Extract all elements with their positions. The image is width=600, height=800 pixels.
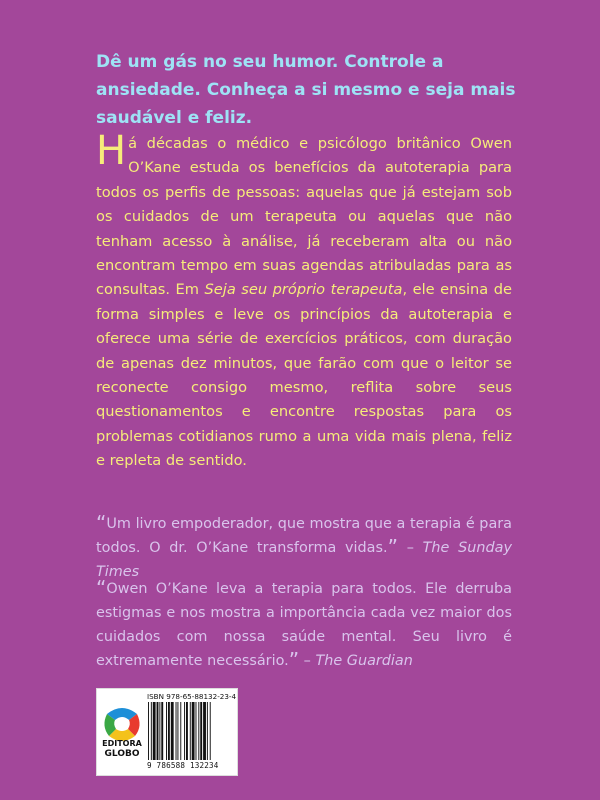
quote-open-mark: “: [96, 576, 107, 600]
synopsis-part1: á décadas o médico e psicólogo britânico Owen O’Kane estuda os benefícios da autoterapia para todos os perfis de pessoas: aquelas que já estejam sob os cuidados de um terapeuta ou aquelas que não tenham acesso à análise, já receberam alta ou não encontram tempo em suas agendas atribuladas para as consultas. Em: [96, 135, 512, 299]
barcode-icon: [147, 702, 233, 760]
quote-source: The Guardian: [315, 653, 413, 669]
barcode-digits: 9 786588 132234: [147, 761, 219, 770]
quote-source: The Sunday Times: [96, 540, 512, 580]
quote-dash: –: [299, 653, 316, 669]
quote-close-mark: ”: [288, 648, 300, 672]
quote-text: Um livro empoderador, que mostra que a terapia é para todos. O dr. O’Kane transforma vidas.: [96, 516, 512, 556]
quote-close-mark: ”: [387, 535, 398, 559]
synopsis: [96, 128, 513, 474]
book-title: Seja seu próprio terapeuta: [204, 281, 403, 299]
publisher-name-line2: GLOBO: [104, 749, 140, 759]
quote-sunday-times: [96, 512, 512, 584]
tagline: Dê um gás no seu humor. Controle a ansiedade. Conheça a si mesmo e seja mais saudável e feliz.: [96, 52, 516, 128]
synopsis-part2: , ele ensina de forma simples e leve os princípios da autoterapia e oferece uma série de exercícios práticos, com duração de apenas dez minutos, que farão com que o leitor se reconecte consigo mesmo, reflita sobre seus questionamentos e encontre respostas para os problemas cotidianos rumo a uma vida mais plena, feliz e repleta de sentido.: [96, 281, 513, 470]
quote-text: Owen O’Kane leva a terapia para todos. Ele derruba estigmas e nos mostra a importância cada vez maior dos cuidados com nossa saúde mental. Seu livro é extremamente necessário.: [96, 581, 512, 669]
quote-guardian: [96, 577, 512, 673]
quote-open-mark: “: [96, 511, 107, 535]
publisher-name-line1: EDITORA: [102, 739, 142, 748]
dropcap: H: [96, 128, 127, 174]
quote-dash: –: [397, 540, 423, 556]
barcode-panel: [96, 688, 238, 776]
isbn-label: ISBN 978-65-88132-23-4: [147, 692, 237, 701]
